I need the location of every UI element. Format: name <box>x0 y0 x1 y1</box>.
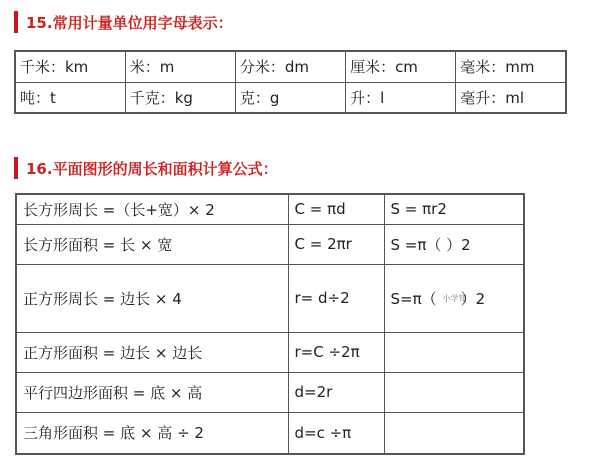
table-cell: 厘米：cm <box>346 51 456 82</box>
formula-cell <box>384 372 524 412</box>
section-16-title: 16.平面图形的周长和面积计算公式： <box>26 159 278 178</box>
formula-cell: 长方形周长 =（长+宽）× 2 <box>16 194 288 224</box>
formula-part: S=π（ <box>390 289 437 308</box>
formula-cell: d=c ÷π <box>288 412 384 454</box>
formula-cell: r=C ÷2π <box>288 332 384 372</box>
formula-cell: 正方形面积 = 边长 × 边长 <box>16 332 288 372</box>
formula-cell: r= d÷2 <box>288 264 384 332</box>
table-cell: 毫升：ml <box>456 82 566 113</box>
table-row <box>16 412 524 454</box>
table-row <box>16 224 524 264</box>
formula-cell <box>384 264 524 332</box>
formula-cell: 三角形面积 = 底 × 高 ÷ 2 <box>16 412 288 454</box>
formula-cell <box>384 412 524 454</box>
section-16-heading <box>14 157 278 179</box>
table-cell: 分米：dm <box>235 51 345 82</box>
table-row <box>16 264 524 332</box>
watermark-stamp: 小学知 <box>442 294 467 303</box>
table-cell: 米：m <box>125 51 235 82</box>
table-cell: 千克：kg <box>125 82 235 113</box>
section-15-heading <box>14 11 233 33</box>
formula-cell: C = πd <box>288 194 384 224</box>
section-15-title: 15.常用计量单位用字母表示： <box>26 13 233 32</box>
table-row <box>15 51 566 82</box>
heading-accent-bar <box>14 157 18 179</box>
formula-cell <box>384 332 524 372</box>
formula-cell: C = 2πr <box>288 224 384 264</box>
formula-cell: S = πr2 <box>384 194 524 224</box>
formula-cell: S =π（ ）2 <box>384 224 524 264</box>
formula-part: ）2 <box>460 289 486 308</box>
table-row <box>16 194 524 224</box>
table-row <box>16 332 524 372</box>
table-cell: 吨：t <box>15 82 125 113</box>
table-cell: 毫米：mm <box>456 51 566 82</box>
heading-accent-bar <box>14 11 18 33</box>
table-row <box>15 82 566 113</box>
table-cell: 升：l <box>346 82 456 113</box>
table-cell: 克：g <box>235 82 345 113</box>
formula-cell: 正方形周长 = 边长 × 4 <box>16 264 288 332</box>
formula-cell: 长方形面积 = 长 × 宽 <box>16 224 288 264</box>
table-row <box>16 372 524 412</box>
units-table <box>14 50 567 114</box>
formula-cell: 平行四边形面积 = 底 × 高 <box>16 372 288 412</box>
formula-cell: d=2r <box>288 372 384 412</box>
table-cell: 千米：km <box>15 51 125 82</box>
formula-table <box>15 193 525 455</box>
